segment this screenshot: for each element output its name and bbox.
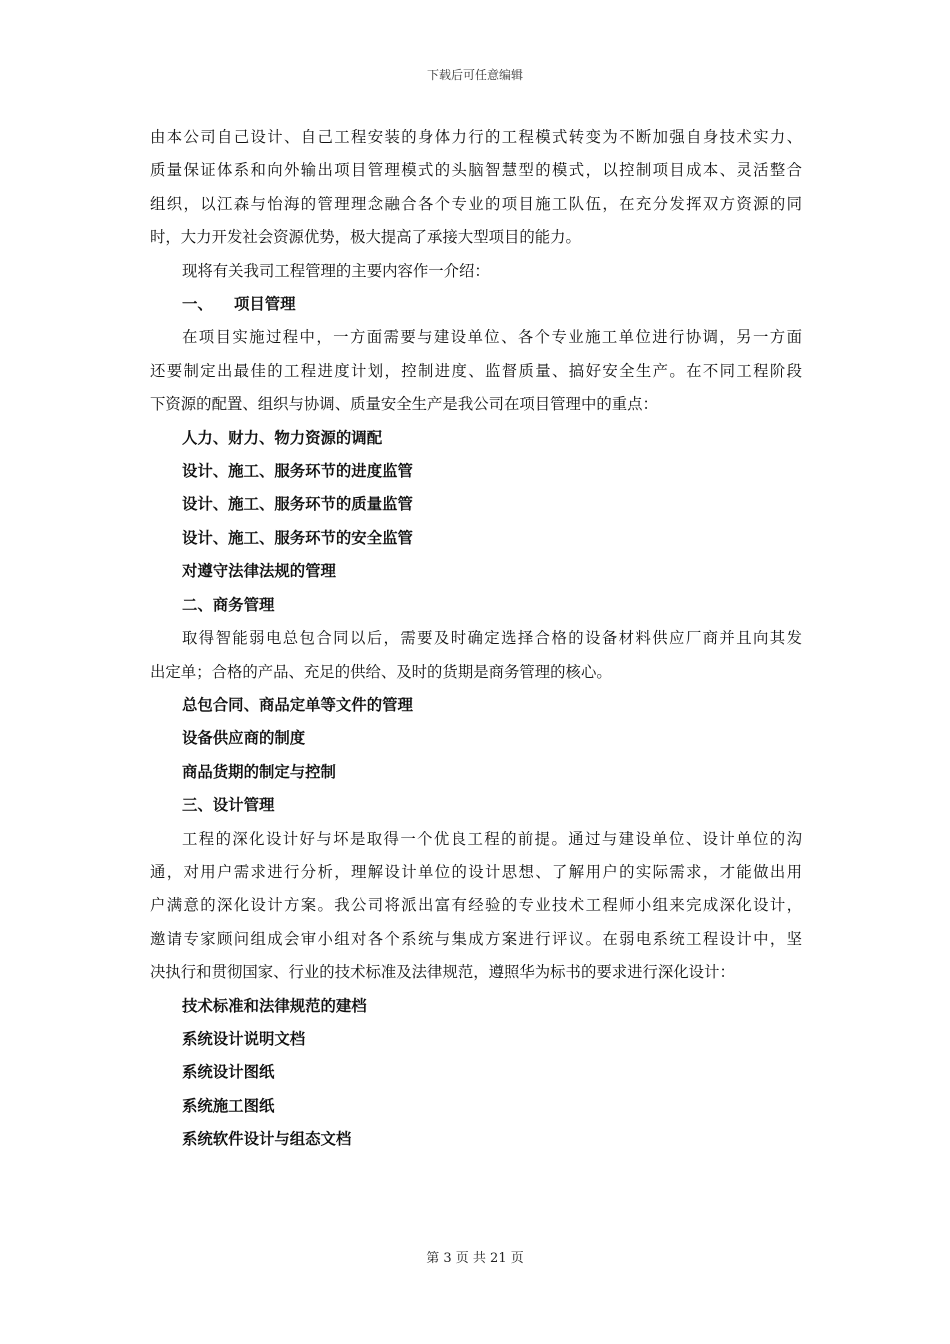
- business-management-paragraph: [150, 622, 802, 689]
- list-item: 人力、财力、物力资源的调配: [182, 428, 383, 447]
- section-number: 一、: [182, 295, 213, 314]
- page-header: 下载后可任意编辑: [426, 68, 523, 82]
- text-line: 户满意的深化设计方案。我公司将派出富有经验的专业技术工程师小组来完成深化设计，: [150, 896, 802, 915]
- text-line: 质量保证体系和向外输出项目管理模式的头脑智慧型的模式，以控制项目成本、灵活整合: [150, 161, 802, 180]
- list-item: 设计、施工、服务环节的进度监管: [182, 462, 413, 481]
- text-line: 通，对用户需求进行分析，理解设计单位的设计思想、了解用户的实际需求，才能做出用: [150, 862, 802, 881]
- project-management-paragraph: [150, 321, 802, 421]
- text-line: 时，大力开发社会资源优势，极大提高了承接大型项目的能力。: [150, 228, 581, 247]
- section-heading-business-management: 二、商务管理: [182, 595, 275, 614]
- list-item: 系统施工图纸: [182, 1096, 275, 1115]
- intro-paragraph: [150, 121, 802, 255]
- text-line: 邀请专家顾问组成会审小组对各个系统与集成方案进行评议。在弱电系统工程设计中，坚: [150, 929, 802, 948]
- text-line: 由本公司自己设计、自己工程安装的身体力行的工程模式转变为不断加强自身技术实力、: [150, 128, 802, 146]
- design-management-paragraph: [150, 823, 802, 990]
- text-line: 出定单；合格的产品、充足的供给、及时的货期是商务管理的核心。: [150, 662, 612, 681]
- list-item: 商品货期的制定与控制: [182, 762, 336, 781]
- list-item: 系统软件设计与组态文档: [182, 1130, 352, 1149]
- list-item: 设备供应商的制度: [182, 729, 306, 748]
- list-item: 对遵守法律法规的管理: [182, 562, 336, 581]
- list-item: 系统设计图纸: [182, 1063, 275, 1082]
- section-heading-project-management: [150, 288, 802, 321]
- text-line: 现将有关我司工程管理的主要内容作一介绍：: [182, 261, 490, 280]
- text-line: 决执行和贯彻国家、行业的技术标准及法律规范，遵照华为标书的要求进行深化设计：: [150, 963, 735, 982]
- document-body: [150, 121, 802, 1157]
- text-line: 还要制定出最佳的工程进度计划，控制进度、监督质量、搞好安全生产。在不同工程阶段: [150, 361, 802, 380]
- text-line: 取得智能弱电总包合同以后，需要及时确定选择合格的设备材料供应厂商并且向其发: [182, 629, 802, 648]
- list-item: 设计、施工、服务环节的安全监管: [182, 528, 413, 547]
- list-item: 设计、施工、服务环节的质量监管: [182, 495, 413, 514]
- list-item: 技术标准和法律规范的建档: [182, 996, 367, 1015]
- text-line: 在项目实施过程中，一方面需要与建设单位、各个专业施工单位进行协调，另一方面: [182, 328, 802, 347]
- text-line: 工程的深化设计好与坏是取得一个优良工程的前提。通过与建设单位、设计单位的沟: [182, 829, 802, 848]
- overview-paragraph: [150, 255, 802, 288]
- text-line: 下资源的配置、组织与协调、质量安全生产是我公司在项目管理中的重点：: [150, 395, 658, 414]
- page-footer: 第 3 页 共 21 页: [426, 1251, 524, 1266]
- list-item: 总包合同、商品定单等文件的管理: [182, 695, 413, 714]
- list-item: 系统设计说明文档: [182, 1029, 306, 1048]
- section-heading-design-management: 三、设计管理: [182, 796, 275, 815]
- text-line: 组织，以江森与怡海的管理理念融合各个专业的项目施工队伍，在充分发挥双方资源的同: [150, 194, 802, 213]
- section-title: 项目管理: [234, 295, 296, 314]
